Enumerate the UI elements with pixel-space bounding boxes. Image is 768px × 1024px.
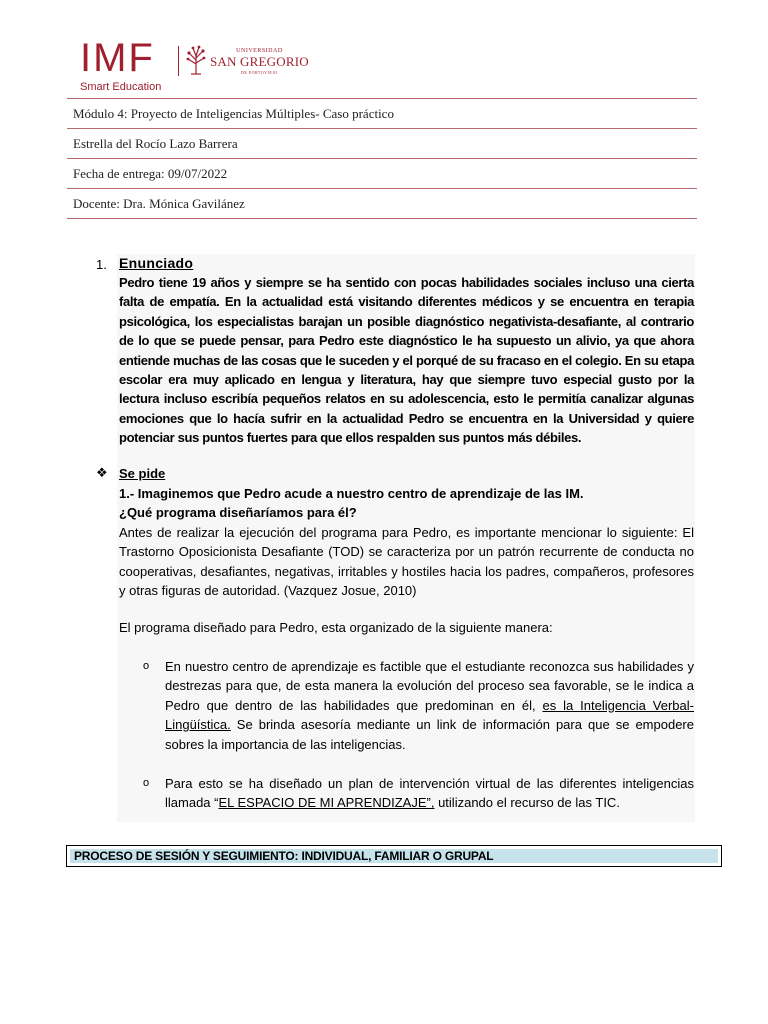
list-bullet-icon: o — [143, 660, 150, 672]
question-2: ¿Qué programa diseñaríamos para él? — [119, 505, 357, 520]
plan-link[interactable]: EL ESPACIO DE MI APRENDIZAJE”, — [218, 795, 435, 811]
statement-paragraph: Pedro tiene 19 años y siempre se ha sentido con pocas habilidades sociales incluso una cierta falta de empatía. En la actualidad está visitando diferentes médicos y se encuentra en terapia psicológica, los especialistas barajan un posible diagnóstico negativista-desafiante, al contrario de lo que se puede pensar, para Pedro este diagnóstico le ha supuesto un alivio, ya que ahora entiende muchas de las cosas que le suceden y el porqué de su fracaso en el colegio. En su etapa escolar era muy aplicado en lengua y literatura, hay que siempre tuvo especial gusto por la lectura incluso escribía pequeños relatos en su adolescencia, esto le permitía canalizar algunas emociones que lo hacía sufrir en la actualidad Pedro se encuentra en la Universidad y quiere potenciar sus puntos fuertes para que ellos respalden sus puntos más débiles. — [119, 275, 694, 446]
question-1: 1.- Imaginemos que Pedro acude a nuestro centro de aprendizaje de las IM. — [119, 486, 584, 501]
list-item-text: En nuestro centro de aprendizaje es factible que el estudiante reconozca sus habilidades y destrezas para que, de esta manera la evolución del proceso sea favorable, se le indica a Pedro que dentro de las habilidades que predominan en él, — [165, 659, 694, 713]
list-item-text: Se brinda asesoría mediante un link de información para que se empodere sobres la importancia de las inteligencias. — [165, 717, 694, 752]
program-intro: El programa diseñado para Pedro, esta organizado de la siguiente manera: — [119, 620, 553, 635]
imf-logo — [80, 36, 310, 94]
list-bullet-icon: o — [143, 777, 150, 789]
list-item — [165, 774, 694, 813]
partner-bottom-text: DE PORTOVIEJO — [241, 70, 278, 75]
task-title: Se pide — [119, 466, 166, 481]
list-item-text: utilizando el recurso de las TIC. — [434, 795, 620, 811]
tree-icon — [184, 44, 208, 76]
partner-logo — [210, 48, 309, 75]
logo-tagline: Smart Education — [80, 81, 162, 93]
intro-paragraph: Antes de realizar la ejecución del programa para Pedro, es importante mencionar lo siguiente: El Trastorno Oposicionista Desafiante (TOD) se caracteriza por un patrón recurrente de conducta no cooperativas, desafiantes, negativas, irritables y hostiles hacia los padres, compañeros, profesores y otras figuras de autoridad. (Vazquez Josue, 2010) — [119, 525, 694, 599]
teacher-row: Docente: Dra. Mónica Gavilánez — [67, 189, 697, 219]
logo-separator — [178, 46, 179, 76]
list-item — [165, 657, 694, 754]
partner-name: SAN GREGORIO — [210, 54, 309, 69]
process-box-label: PROCESO DE SESIÓN Y SEGUIMIENTO: INDIVIDUAL, FAMILIAR O GRUPAL — [74, 849, 494, 863]
module-row: Módulo 4: Proyecto de Inteligencias Múltiples- Caso práctico — [67, 99, 697, 129]
list-item-text: Para esto se ha diseñado un plan de intervención virtual de las diferentes inteligencias llamada “ — [165, 776, 694, 811]
student-row: Estrella del Rocío Lazo Barrera — [67, 129, 697, 159]
section-title: Enunciado — [119, 255, 194, 271]
due-date-row: Fecha de entrega: 09/07/2022 — [67, 159, 697, 189]
process-box — [66, 845, 722, 867]
partner-top-text: UNIVERSIDAD — [236, 48, 283, 54]
intelligence-link[interactable]: es la Inteligencia Verbal-Lingüística. — [165, 697, 694, 733]
section-number: 1. — [96, 257, 107, 272]
diamond-bullet-icon: ❖ — [96, 465, 108, 480]
info-table — [67, 98, 697, 219]
logo-imf-text: IMF — [80, 36, 155, 80]
